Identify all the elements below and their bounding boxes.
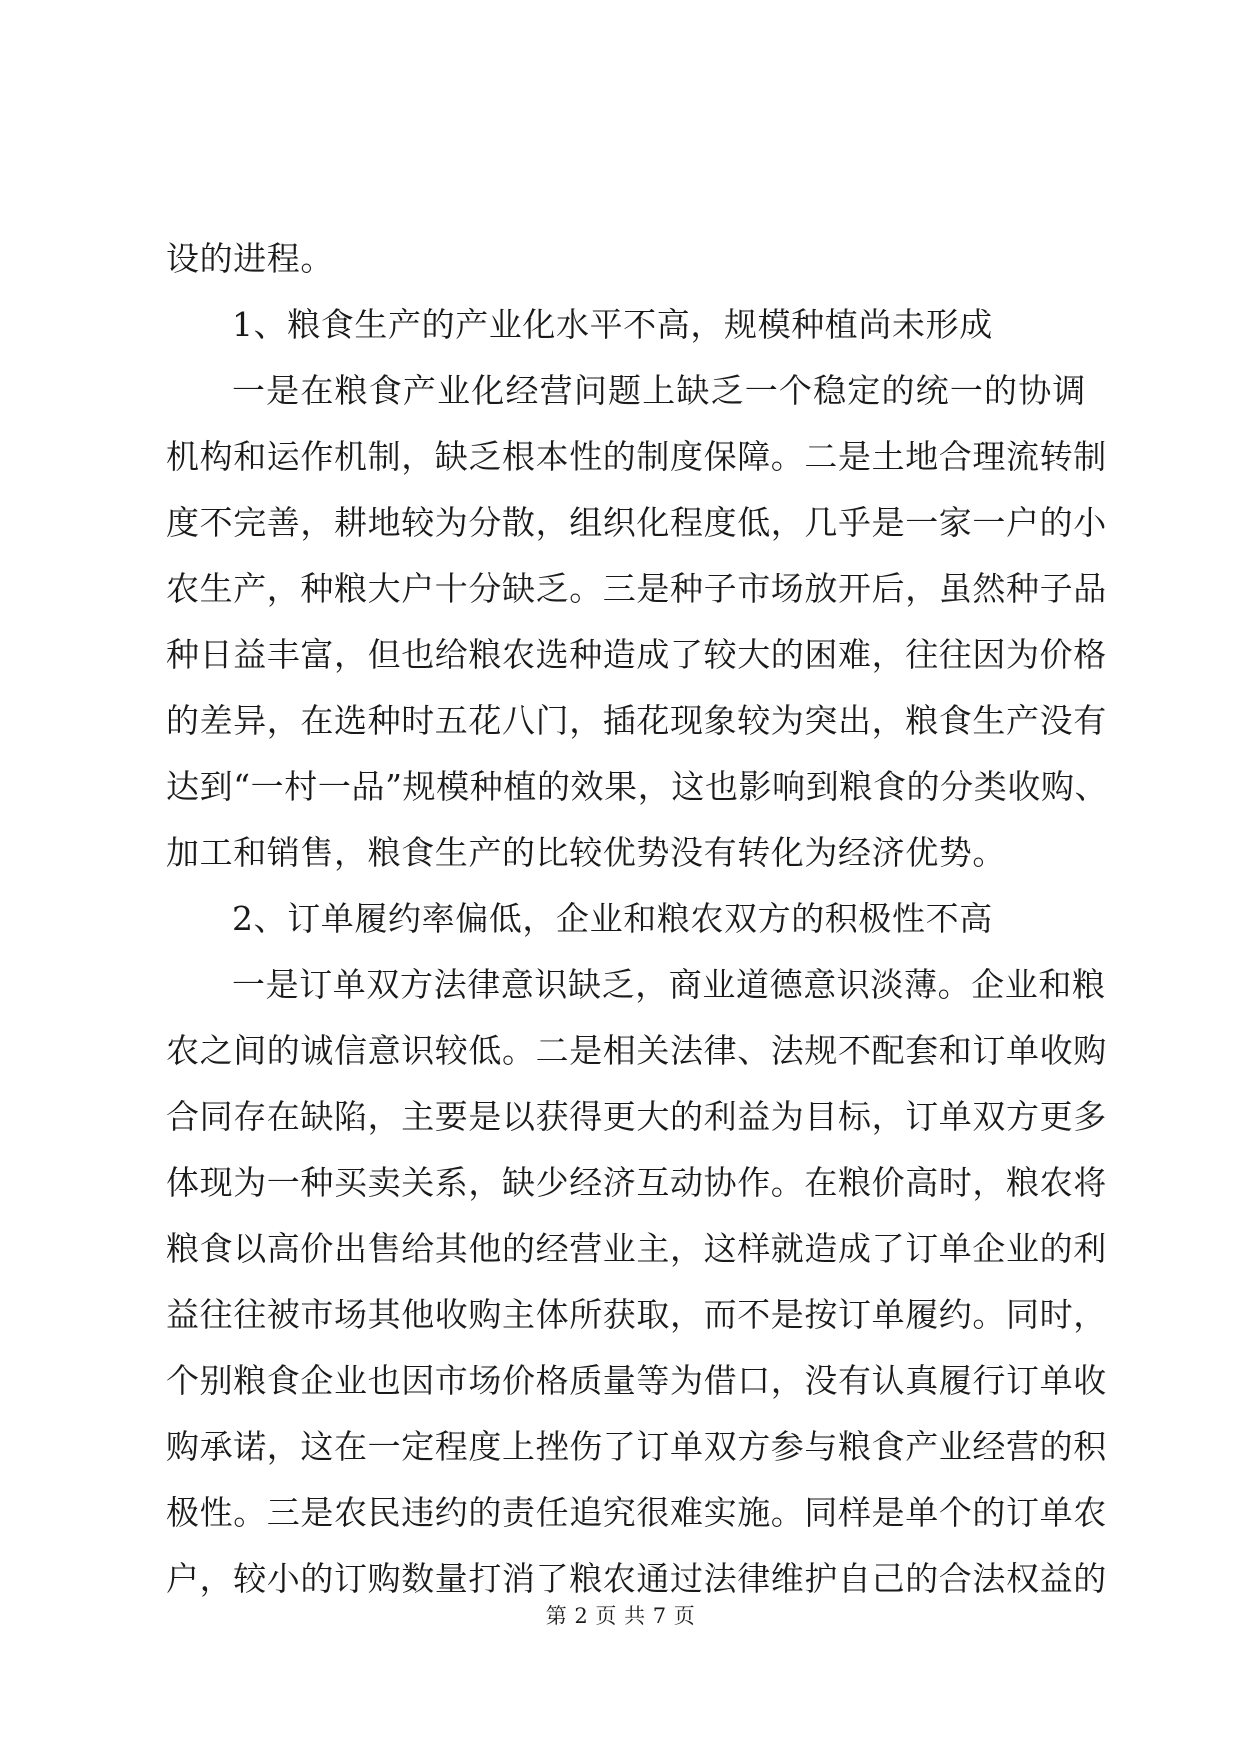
paragraph-line: 户，较小的订购数量打消了粮农通过法律维护自己的合法权益的 [166,1559,1107,1598]
paragraph-line: 粮食以高价出售给其他的经营业主，这样就造成了订单企业的利 [166,1229,1107,1268]
paragraph-line: 度不完善，耕地较为分散，组织化程度低，几乎是一家一户的小 [166,503,1107,542]
section-heading-2: 2、订单履约率偏低，企业和粮农双方的积极性不高 [232,899,993,938]
paragraph-line: 加工和销售，粮食生产的比较优势没有转化为经济优势。 [166,833,1006,872]
section-heading-1: 1、粮食生产的产业化水平不高，规模种植尚未形成 [232,305,993,344]
paragraph-line: 机构和运作机制，缺乏根本性的制度保障。二是土地合理流转制 [166,437,1107,476]
body-line: 设的进程。 [166,239,334,278]
page-number-footer: 第 2 页 共 7 页 [545,1604,696,1628]
paragraph-line: 一是在粮食产业化经营问题上缺乏一个稳定的统一的协调 [232,371,1086,410]
paragraph-line: 农生产，种粮大户十分缺乏。三是种子市场放开后，虽然种子品 [166,569,1107,608]
paragraph-line: 合同存在缺陷，主要是以获得更大的利益为目标，订单双方更多 [166,1097,1107,1136]
paragraph-line: 购承诺，这在一定程度上挫伤了订单双方参与粮食产业经营的积 [166,1427,1107,1466]
paragraph-line: 极性。三是农民违约的责任追究很难实施。同样是单个的订单农 [166,1493,1107,1532]
paragraph-line: 农之间的诚信意识较低。二是相关法律、法规不配套和订单收购 [166,1031,1107,1070]
paragraph-line: 种日益丰富，但也给粮农选种造成了较大的困难，往往因为价格 [166,635,1107,674]
paragraph-line: 体现为一种买卖关系，缺少经济互动协作。在粮价高时，粮农将 [166,1163,1107,1202]
paragraph-line: 个别粮食企业也因市场价格质量等为借口，没有认真履行订单收 [166,1361,1107,1400]
paragraph-line: 一是订单双方法律意识缺乏，商业道德意识淡薄。企业和粮 [232,965,1106,1004]
paragraph-line: 益往往被市场其他收购主体所获取，而不是按订单履约。同时， [166,1295,1107,1334]
paragraph-line: 达到“一村一品”规模种植的效果，这也影响到粮食的分类收购、 [166,767,1109,806]
document-body [166,226,1109,1612]
paragraph-line: 的差异，在选种时五花八门，插花现象较为突出，粮食生产没有 [166,701,1107,740]
